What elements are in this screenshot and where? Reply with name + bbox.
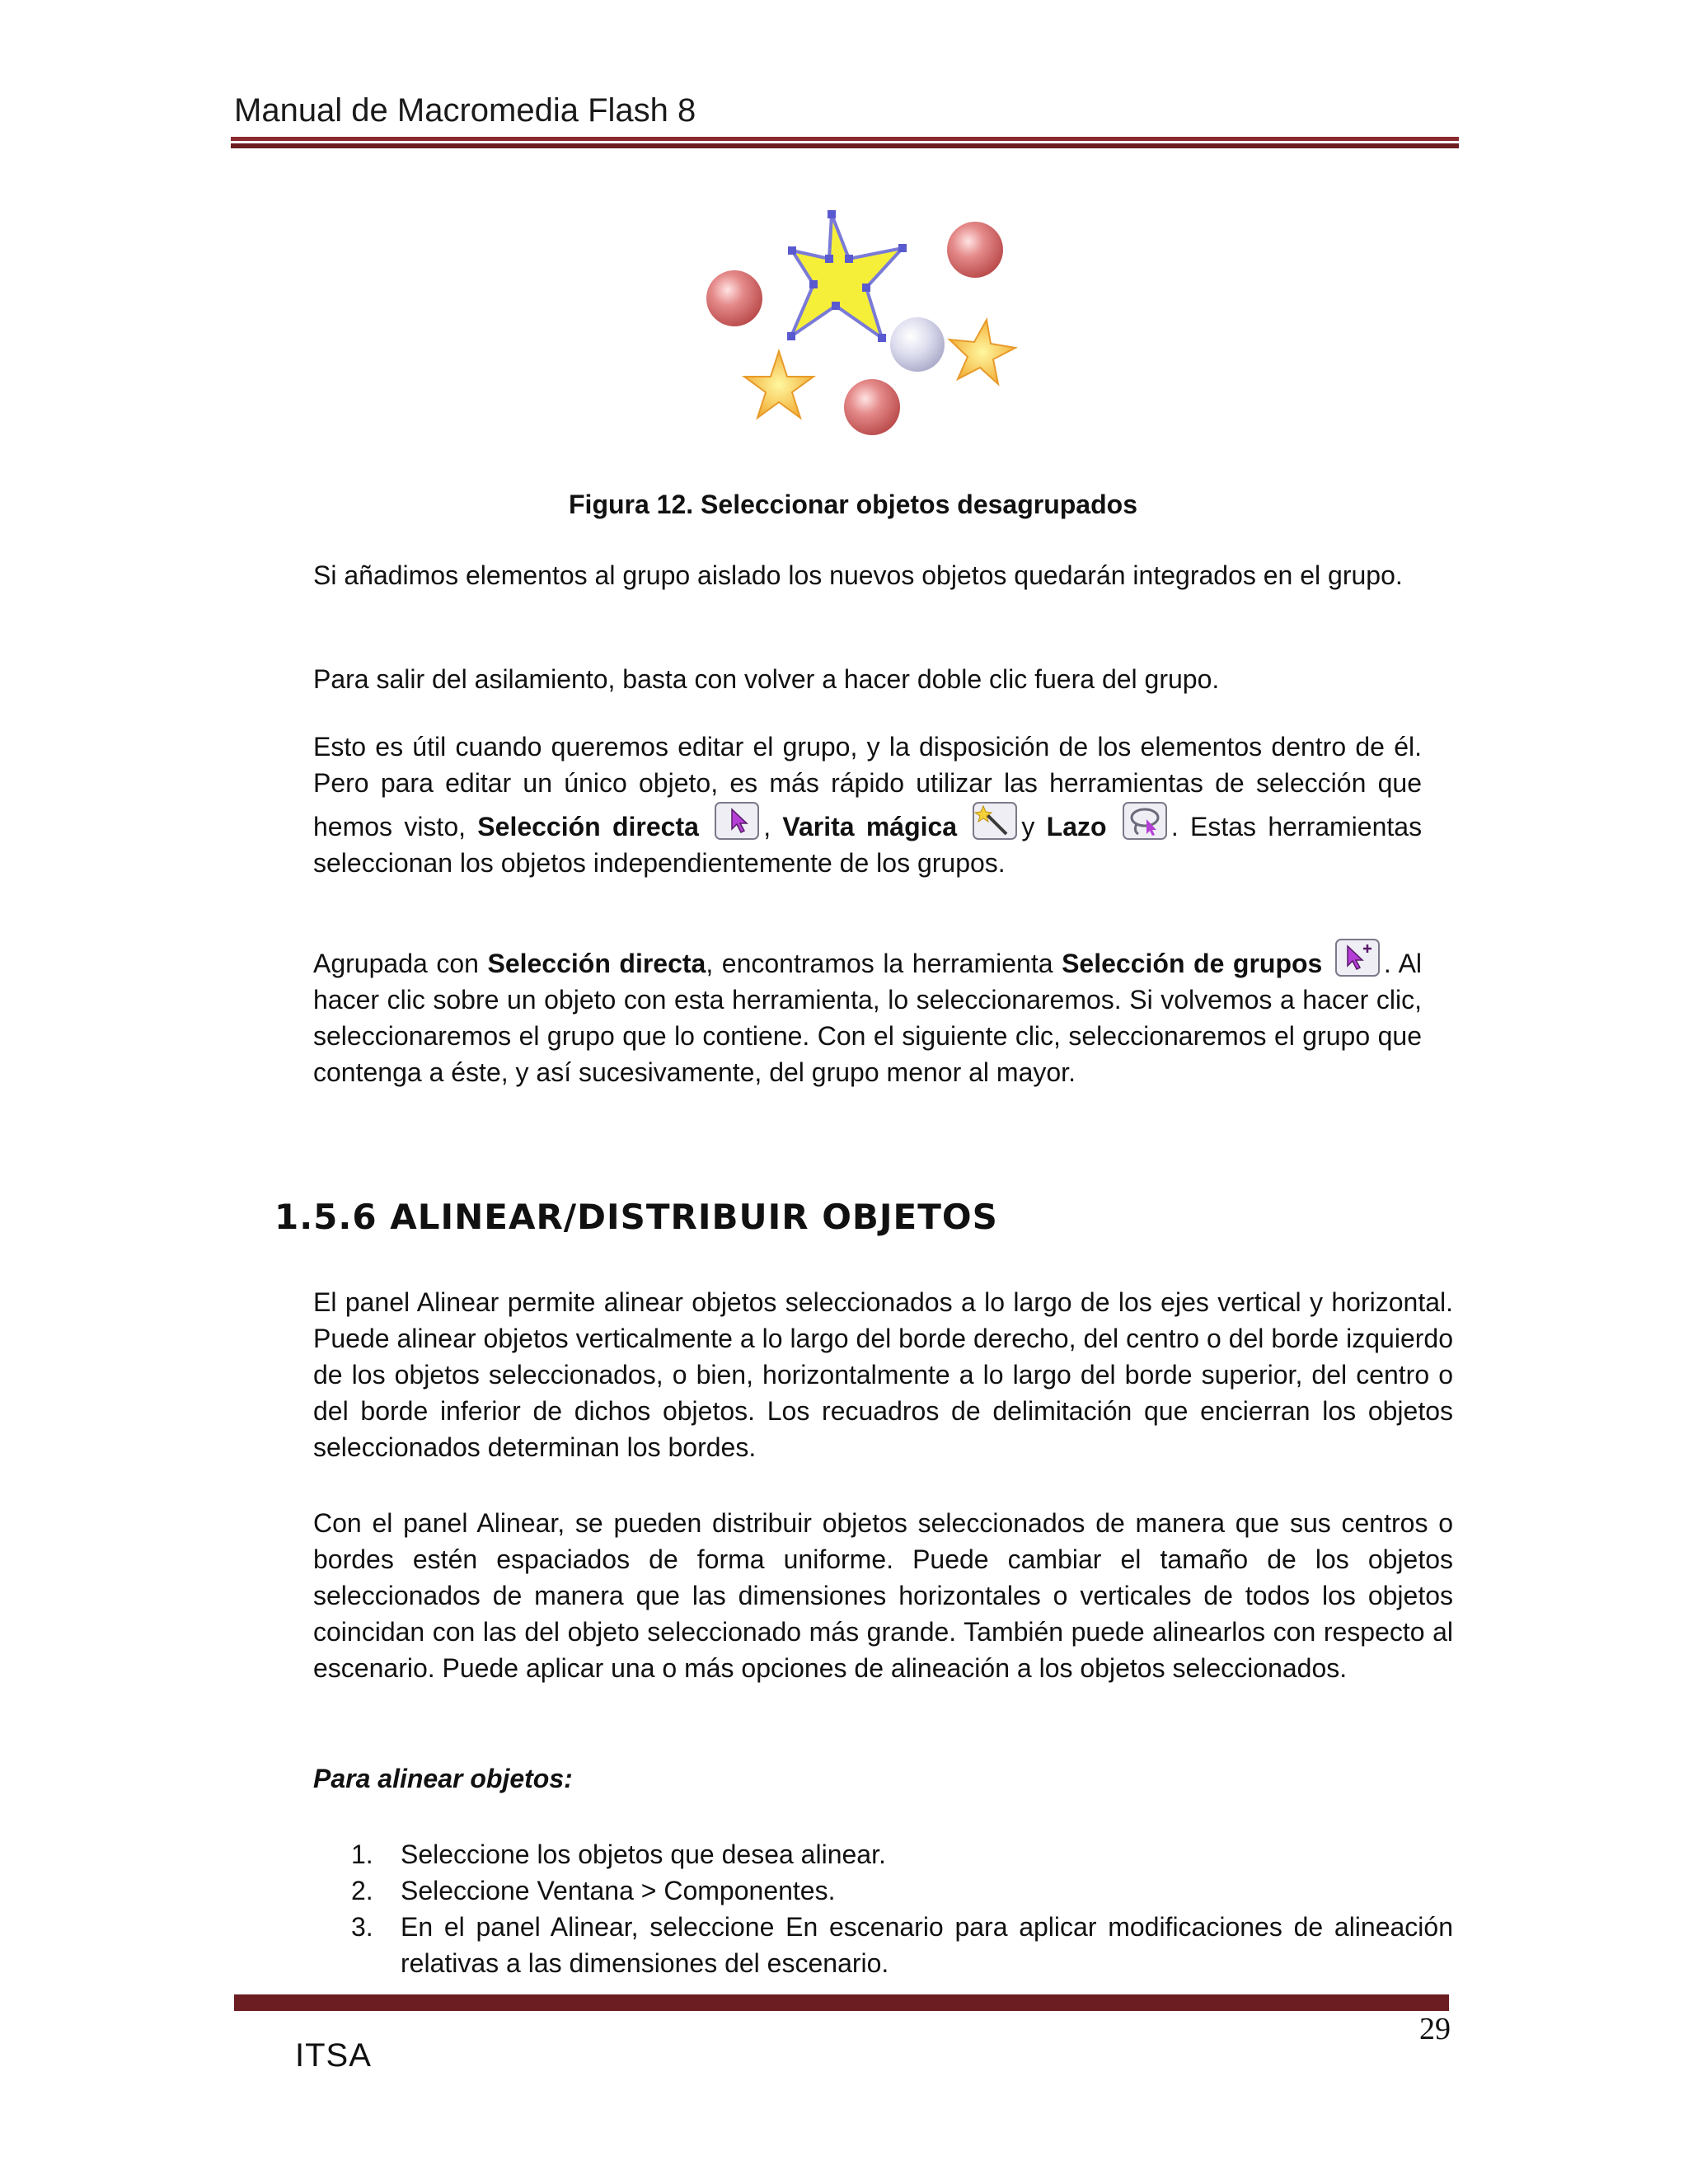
header-title: Manual de Macromedia Flash 8 bbox=[234, 92, 696, 129]
red-ball bbox=[947, 222, 1003, 278]
bold-term: Lazo bbox=[1046, 812, 1107, 841]
selected-star bbox=[791, 214, 903, 338]
list-text: En el panel Alinear, seleccione En escenario para aplicar modificaciones de alineación relativas a las dimensiones del escenario. bbox=[401, 1912, 1453, 1978]
red-ball bbox=[706, 270, 762, 326]
list-number: 3. bbox=[351, 1912, 373, 1942]
group-selection-tool-icon bbox=[1334, 938, 1381, 977]
procedure-title: Para alinear objetos: bbox=[313, 1764, 573, 1793]
list-item bbox=[313, 1872, 1453, 1909]
list-text: Seleccione Ventana > Componentes. bbox=[401, 1876, 836, 1905]
bold-term: Varita mágica bbox=[782, 812, 958, 841]
procedure-steps bbox=[313, 1836, 1453, 1981]
text-run: . Estas herramientas seleccionan los objetos independientemente de los grupos. bbox=[313, 812, 1423, 878]
figure-illustration bbox=[684, 188, 1030, 460]
list-item bbox=[313, 1909, 1453, 1981]
small-star bbox=[744, 351, 814, 418]
lasso-tool-icon bbox=[1122, 801, 1168, 841]
footer-rule bbox=[234, 1994, 1449, 2011]
text-run: , encontramos la herramienta bbox=[706, 949, 1062, 978]
bold-term: Selección de grupos bbox=[1062, 949, 1323, 978]
paragraph: El panel Alinear permite alinear objetos seleccionados a lo largo de los ejes vertical y horizontal. Puede alinear objetos verticalmente a lo largo del borde derecho, del centro o del borde izquierdo de los objetos seleccionados, o bien, horizontalmente a lo largo del borde superior, del centro o del borde inferior de dichos objetos. Los recuadros de delimitación que encierran los objetos seleccionados determinan los bordes. bbox=[313, 1287, 1453, 1462]
paragraph: Para salir del asilamiento, basta con volver a hacer doble clic fuera del grupo. bbox=[313, 664, 1220, 694]
header-rule bbox=[231, 137, 1459, 148]
red-ball bbox=[844, 379, 900, 435]
bold-term: Selección directa bbox=[487, 949, 706, 978]
paragraph-group-selection bbox=[313, 938, 1422, 1090]
lilac-ball bbox=[890, 317, 945, 372]
text-run: , bbox=[763, 812, 783, 841]
list-number: 2. bbox=[351, 1876, 373, 1905]
footer-label: ITSA bbox=[295, 2037, 372, 2074]
section-heading: 1.5.6 ALINEAR/DISTRIBUIR OBJETOS bbox=[274, 1197, 998, 1237]
text-run: Agrupada con bbox=[313, 949, 488, 978]
direct-selection-tool-icon bbox=[714, 801, 760, 841]
text-run: . Al hacer clic sobre un objeto con esta herramienta, lo seleccionaremos. Si volvemos a hacer clic, seleccionaremos el grupo que lo contiene. Con el siguiente clic, seleccionaremos el grupo que contenga a éste, y así sucesivamente, del grupo menor al mayor. bbox=[313, 949, 1423, 1087]
bold-term: Selección directa bbox=[477, 812, 699, 841]
list-item bbox=[313, 1836, 1453, 1872]
paragraph-selection-tools bbox=[313, 729, 1422, 881]
text-run: Esto es útil cuando queremos editar el grupo, y la disposición de los elementos dentro de él. Pero para editar un único objeto, es más rápido utilizar las herramientas de selección que hemos visto, bbox=[313, 732, 1422, 841]
figure-caption: Figura 12. Seleccionar objetos desagrupados bbox=[569, 490, 1137, 519]
paragraph: Si añadimos elementos al grupo aislado los nuevos objetos quedarán integrados en el grupo. bbox=[313, 560, 1403, 590]
small-star bbox=[950, 320, 1015, 384]
magic-wand-tool-icon bbox=[972, 801, 1018, 841]
list-number: 1. bbox=[351, 1840, 373, 1869]
list-text: Seleccione los objetos que desea alinear. bbox=[401, 1840, 886, 1869]
text-run: y bbox=[1021, 812, 1047, 841]
paragraph: Con el panel Alinear, se pueden distribuir objetos seleccionados de manera que sus centros o bordes estén espaciados de forma uniforme. Puede cambiar el tamaño de los objetos seleccionados de manera que las dimensiones horizontales o verticales de todos los objetos coincidan con las del objeto seleccionado más grande. También puede alinearlos con respecto al escenario. Puede aplicar una o más opciones de alineación a los objetos seleccionados. bbox=[313, 1508, 1453, 1683]
page-number: 29 bbox=[1419, 2012, 1451, 2046]
